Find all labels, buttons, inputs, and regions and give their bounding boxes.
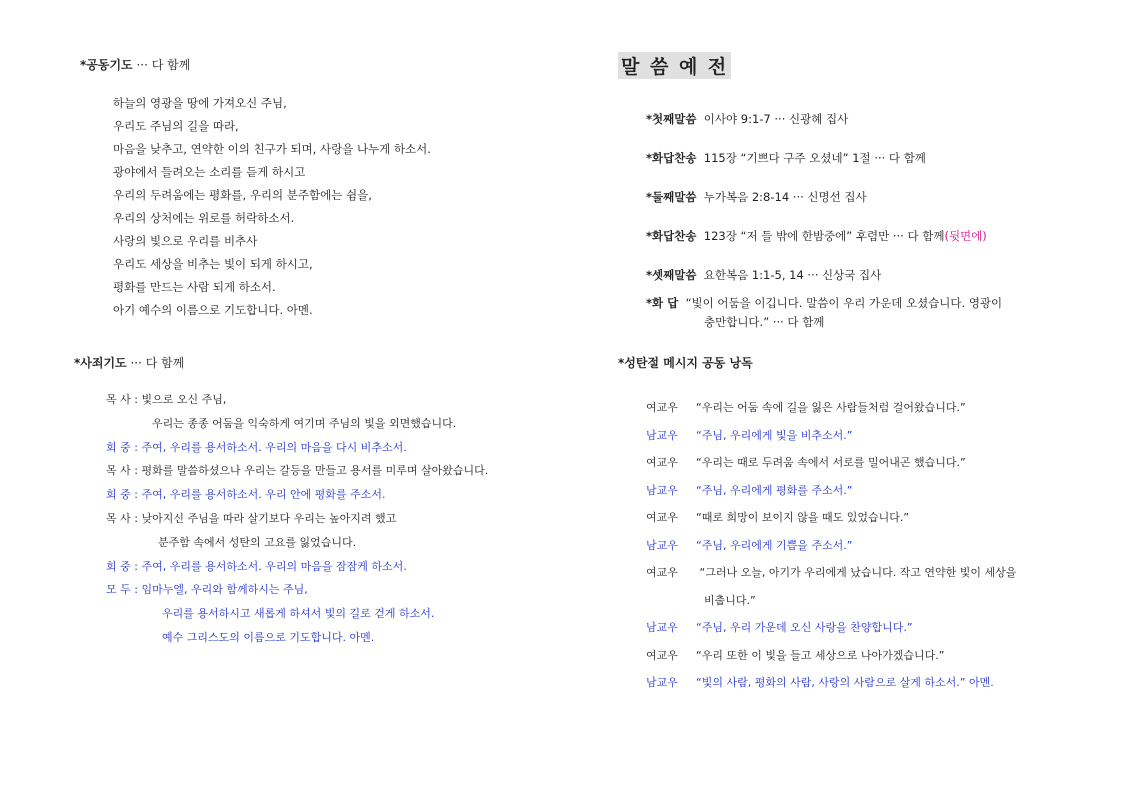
liturgy-label: *둘째말씀 xyxy=(646,190,697,204)
confession-line: 회 중 : 주여, 우리를 용서하소서. 우리의 마음을 잠잠케 하소서. xyxy=(106,559,407,573)
reading-row: 남교우 “빛의 사람, 평화의 사람, 사랑의 사람으로 살게 하소서.” 아멘. xyxy=(646,676,994,689)
liturgy-item xyxy=(646,217,987,256)
liturgy-item xyxy=(646,139,987,178)
confession-line: 목 사 : 낮아지신 주님을 따라 살기보다 우리는 높아지려 했고 xyxy=(106,511,397,525)
reading-list xyxy=(646,394,1016,697)
prayer-body xyxy=(113,92,431,322)
prayer-line: 광야에서 들려오는 소리를 듣게 하시고 xyxy=(113,165,306,179)
prayer-line: 우리도 세상을 비추는 빛이 되게 하시고, xyxy=(113,257,313,271)
reading-row: 여교우 “우리 또한 이 빛을 들고 세상으로 나아가겠습니다.” xyxy=(646,648,945,662)
prayer-line: 우리의 상처에는 위로를 허락하소서. xyxy=(113,211,295,225)
page-title: 말 씀 예 전 xyxy=(618,52,731,79)
liturgy-text: 요한복음 1:1-5, 14 ··· 신상국 집사 xyxy=(703,268,882,282)
prayer-sub: ··· 다 함께 xyxy=(136,58,191,72)
liturgy-label: *화답찬송 xyxy=(646,151,697,165)
reading-row-cont: 비춥니다.” xyxy=(704,593,756,607)
prayer-line: 우리도 주님의 길을 따라, xyxy=(113,119,239,133)
confession-line: 회 중 : 주여, 우리를 용서하소서. 우리 안에 평화를 주소서. xyxy=(106,488,386,502)
prayer-line: 우리의 두려움에는 평화를, 우리의 분주함에는 쉼을, xyxy=(113,188,372,202)
back-page-note: (뒷면에) xyxy=(944,229,987,243)
prayer-line: 아기 예수의 이름으로 기도합니다. 아멘. xyxy=(113,303,313,317)
liturgy-item xyxy=(646,100,987,139)
response-line: “빛이 어둠을 이깁니다. 말씀이 우리 가운데 오셨습니다. 영광이 xyxy=(685,296,1003,310)
prayer-line: 하늘의 영광을 땅에 가져오신 주님, xyxy=(113,96,287,110)
reading-title: *성탄절 메시지 공동 낭독 xyxy=(618,356,753,370)
response-block xyxy=(646,294,1002,332)
liturgy-text: 115장 “기쁘다 구주 오셨네” 1절 ··· 다 함께 xyxy=(703,151,926,165)
reading-row: 여교우 “때로 희망이 보이지 않을 때도 있었습니다.” xyxy=(646,511,910,524)
reading-row: 남교우 “주님, 우리에게 평화를 주소서.” xyxy=(646,483,853,497)
prayer-line: 평화를 만드는 사람 되게 하소서. xyxy=(113,280,276,294)
reading-row: 여교우 “그러나 오늘, 아기가 우리에게 났습니다. 작고 연약한 빛이 세상을 xyxy=(646,566,1017,579)
confession-line: 목 사 : 평화를 말씀하셨으나 우리는 갈등을 만들고 용서를 미루며 살아왔습니다. xyxy=(106,464,489,478)
liturgy-label: *셋째말씀 xyxy=(646,268,697,282)
liturgy-text: 123장 “저 들 밖에 한밤중에” 후렴만 ··· 다 함께 xyxy=(703,229,945,243)
confession-line: 회 중 : 주여, 우리를 용서하소서. 우리의 마음을 다시 비추소서. xyxy=(106,440,407,454)
liturgy-text: 이사야 9:1-7 ··· 신광혜 집사 xyxy=(703,112,849,126)
liturgy-item xyxy=(646,256,987,295)
confession-line: 우리를 용서하시고 새롭게 하셔서 빛의 길로 걷게 하소서. xyxy=(162,607,435,621)
confession-line: 우리는 종종 어둠을 익숙하게 여기며 주님의 빛을 외면했습니다. xyxy=(152,416,457,430)
confession-body xyxy=(106,388,488,650)
reading-row: 여교우 “우리는 때로 두려움 속에서 서로를 밀어내곤 했습니다.” xyxy=(646,456,966,469)
liturgy-label: *첫째말씀 xyxy=(646,112,697,126)
liturgy-list xyxy=(646,100,987,295)
confession-heading xyxy=(74,354,184,371)
reading-row: 남교우 “주님, 우리에게 빛을 비추소서.” xyxy=(646,428,853,442)
prayer-line: 마음을 낮추고, 연약한 이의 친구가 되며, 사랑을 나누게 하소서. xyxy=(113,142,431,156)
response-label: *화 답 xyxy=(646,296,679,310)
reading-row: 여교우 “우리는 어둠 속에 길을 잃은 사람들처럼 걸어왔습니다.” xyxy=(646,401,966,414)
prayer-title: *공동기도 xyxy=(80,58,133,72)
confession-line: 분주함 속에서 성탄의 고요를 잃었습니다. xyxy=(158,535,357,549)
liturgy-text: 누가복음 2:8-14 ··· 신명선 집사 xyxy=(703,190,867,204)
response-line: 충만합니다.” ··· 다 함께 xyxy=(704,315,825,329)
liturgy-label: *화답찬송 xyxy=(646,229,697,243)
prayer-line: 사랑의 빛으로 우리를 비추사 xyxy=(113,234,258,248)
confession-line: 모 두 : 임마누엘, 우리와 함께하시는 주님, xyxy=(106,583,308,597)
confession-sub: ··· 다 함께 xyxy=(130,356,185,370)
confession-title: *사죄기도 xyxy=(74,356,127,370)
prayer-heading xyxy=(80,56,190,73)
confession-line: 목 사 : 빛으로 오신 주님, xyxy=(106,393,227,406)
confession-line: 예수 그리스도의 이름으로 기도합니다. 아멘. xyxy=(162,630,375,644)
reading-row: 남교우 “주님, 우리에게 기쁨을 주소서.” xyxy=(646,538,853,552)
liturgy-item xyxy=(646,178,987,217)
reading-row: 남교우 “주님, 우리 가운데 오신 사랑을 찬양합니다.” xyxy=(646,621,913,634)
